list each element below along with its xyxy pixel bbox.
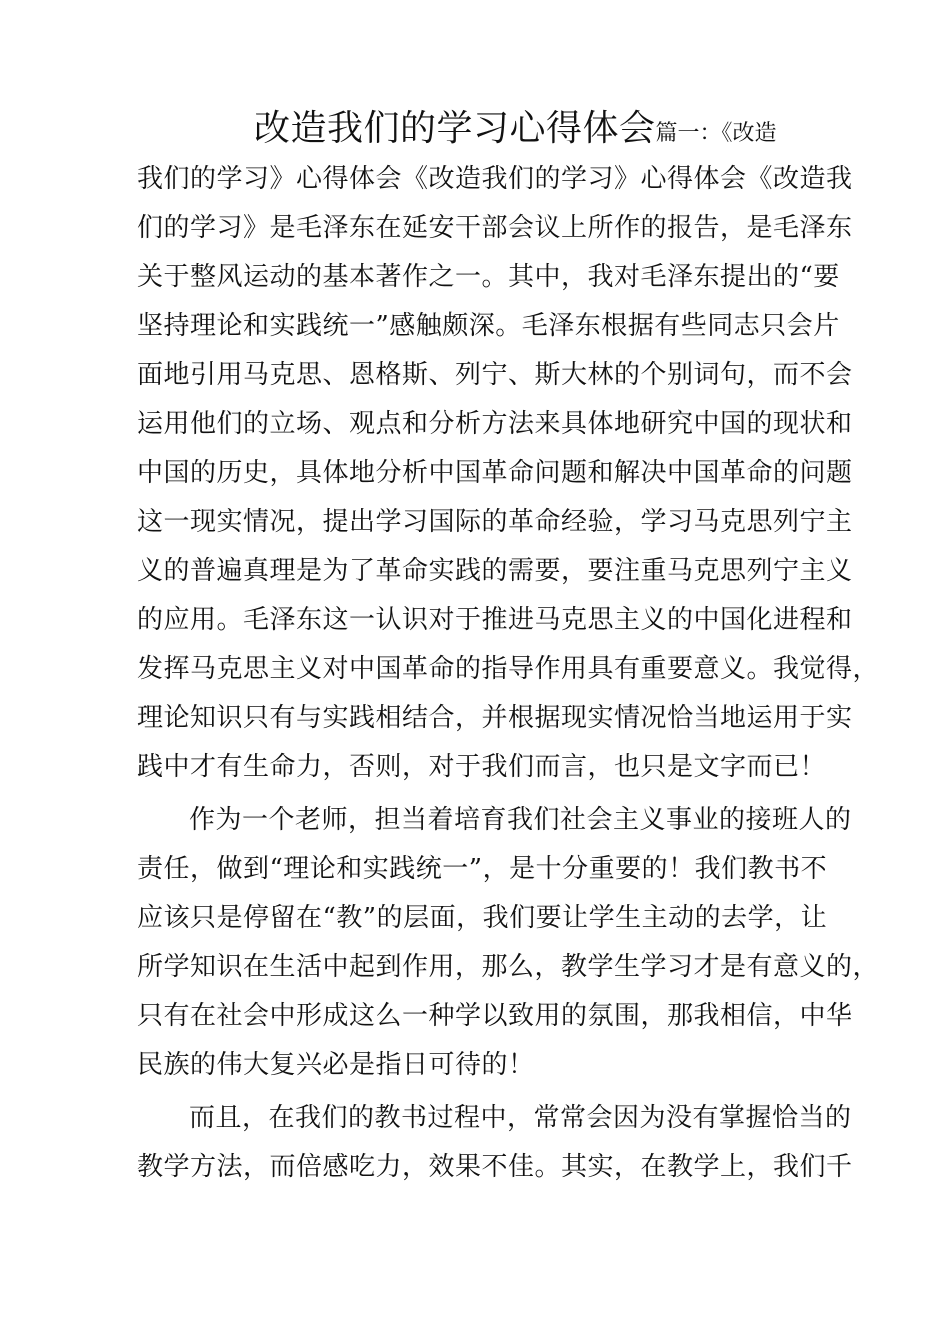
text-line: 关于整风运动的基本著作之一。其中，我对毛泽东提出的“要 xyxy=(137,262,840,292)
title-continuation: 篇一：《改造 xyxy=(655,121,777,146)
text-line: 运用他们的立场、观点和分析方法来具体地研究中国的现状和 xyxy=(137,409,853,439)
text-line: 责任，做到“理论和实践统一”，是十分重要的！我们教书不 xyxy=(137,854,828,884)
text-line: 中国的历史，具体地分析中国革命问题和解决中国革命的问题 xyxy=(137,458,853,488)
text-line: 所学知识在生活中起到作用，那么，教学生学习才是有意义的， xyxy=(137,952,880,982)
text-line: 只有在社会中形成这么一种学以致用的氛围，那我相信，中华 xyxy=(137,1001,853,1031)
document-body xyxy=(137,103,880,1192)
paragraph-first-line: 而且，在我们的教书过程中，常常会因为没有掌握恰当的 xyxy=(189,1103,852,1133)
text-line: 我们的学习》心得体会《改造我们的学习》心得体会《改造我 xyxy=(137,164,853,194)
text-line: 理论知识只有与实践相结合，并根据现实情况恰当地运用于实 xyxy=(137,703,853,733)
text-line: 坚持理论和实践统一”感触颇深。毛泽东根据有些同志只会片 xyxy=(137,311,840,341)
text-line: 践中才有生命力，否则，对于我们而言，也只是文字而已！ xyxy=(137,752,827,782)
text-line: 们的学习》是毛泽东在延安干部会议上所作的报告，是毛泽东 xyxy=(137,213,853,243)
document-title: 改造我们的学习心得体会 xyxy=(254,108,656,149)
text-line: 的应用。毛泽东这一认识对于推进马克思主义的中国化进程和 xyxy=(137,605,853,635)
text-line: 教学方法，而倍感吃力，效果不佳。其实，在教学上，我们千 xyxy=(137,1152,853,1182)
text-line: 应该只是停留在“教”的层面，我们要让学生主动的去学，让 xyxy=(137,903,828,933)
paragraph-first-line: 作为一个老师，担当着培育我们社会主义事业的接班人的 xyxy=(189,805,852,835)
text-line: 民族的伟大复兴必是指日可待的！ xyxy=(137,1050,535,1080)
text-line: 面地引用马克思、恩格斯、列宁、斯大林的个别词句，而不会 xyxy=(137,360,853,390)
text-line: 义的普遍真理是为了革命实践的需要，要注重马克思列宁主义 xyxy=(137,556,853,586)
text-line: 这一现实情况，提出学习国际的革命经验，学习马克思列宁主 xyxy=(137,507,853,537)
title-line xyxy=(137,103,837,155)
text-line: 发挥马克思主义对中国革命的指导作用具有重要意义。我觉得， xyxy=(137,654,880,684)
